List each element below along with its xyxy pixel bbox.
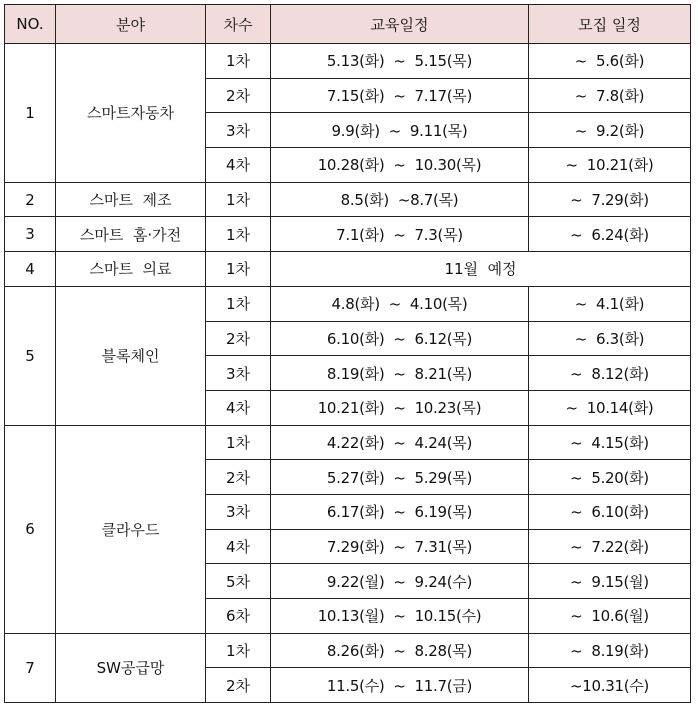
- cell-recruitment-schedule: ~ 5.20(화): [529, 460, 691, 495]
- cell-recruitment-schedule: ~ 4.15(화): [529, 425, 691, 460]
- cell-round: 1차: [206, 252, 271, 287]
- cell-schedule-note: 11월 예정: [271, 252, 691, 287]
- cell-round: 5차: [206, 564, 271, 599]
- table-body: [5, 44, 691, 703]
- cell-education-schedule: 7.1(화) ~ 7.3(목): [271, 217, 529, 252]
- cell-recruitment-schedule: ~ 9.15(월): [529, 564, 691, 599]
- cell-round: 4차: [206, 390, 271, 425]
- cell-field: 스마트 제조: [56, 182, 206, 217]
- cell-field: 스마트 의료: [56, 252, 206, 287]
- cell-round: 1차: [206, 286, 271, 321]
- cell-round: 1차: [206, 217, 271, 252]
- header-round: 차수: [206, 5, 271, 44]
- cell-recruitment-schedule: ~ 8.19(화): [529, 633, 691, 668]
- cell-no: 1: [5, 44, 56, 183]
- cell-no: 7: [5, 633, 56, 702]
- cell-round: 3차: [206, 113, 271, 148]
- cell-field: SW공급망: [56, 633, 206, 702]
- cell-recruitment-schedule: ~10.31(수): [529, 668, 691, 703]
- cell-education-schedule: 11.5(수) ~ 11.7(금): [271, 668, 529, 703]
- table-row: [5, 633, 691, 668]
- cell-no: 4: [5, 252, 56, 287]
- cell-recruitment-schedule: ~ 10.21(화): [529, 148, 691, 183]
- cell-education-schedule: 5.27(화) ~ 5.29(목): [271, 460, 529, 495]
- cell-field: 스마트 홈·가전: [56, 217, 206, 252]
- table-row: [5, 182, 691, 217]
- cell-field: 블록체인: [56, 286, 206, 425]
- cell-recruitment-schedule: ~ 9.2(화): [529, 113, 691, 148]
- cell-education-schedule: 5.13(화) ~ 5.15(목): [271, 44, 529, 79]
- cell-education-schedule: 10.28(화) ~ 10.30(목): [271, 148, 529, 183]
- cell-education-schedule: 4.8(화) ~ 4.10(목): [271, 286, 529, 321]
- table-row: [5, 286, 691, 321]
- table-row: [5, 44, 691, 79]
- cell-education-schedule: 8.19(화) ~ 8.21(목): [271, 356, 529, 391]
- cell-recruitment-schedule: ~ 8.12(화): [529, 356, 691, 391]
- header-row: [5, 5, 691, 44]
- cell-education-schedule: 10.21(화) ~ 10.23(목): [271, 390, 529, 425]
- cell-recruitment-schedule: ~ 7.29(화): [529, 182, 691, 217]
- cell-round: 3차: [206, 494, 271, 529]
- cell-recruitment-schedule: ~ 6.24(화): [529, 217, 691, 252]
- cell-field: 클라우드: [56, 425, 206, 633]
- cell-round: 6차: [206, 599, 271, 634]
- header-education-schedule: 교육일정: [271, 5, 529, 44]
- header-recruitment-schedule: 모집 일정: [529, 5, 691, 44]
- cell-no: 2: [5, 182, 56, 217]
- cell-round: 2차: [206, 321, 271, 356]
- cell-round: 4차: [206, 529, 271, 564]
- table-row: [5, 252, 691, 287]
- cell-education-schedule: 7.15(화) ~ 7.17(목): [271, 78, 529, 113]
- schedule-table: [4, 4, 691, 703]
- cell-round: 2차: [206, 78, 271, 113]
- cell-recruitment-schedule: ~ 4.1(화): [529, 286, 691, 321]
- cell-recruitment-schedule: ~ 6.10(화): [529, 494, 691, 529]
- table-row: [5, 217, 691, 252]
- cell-no: 3: [5, 217, 56, 252]
- cell-round: 1차: [206, 44, 271, 79]
- cell-no: 6: [5, 425, 56, 633]
- cell-no: 5: [5, 286, 56, 425]
- cell-round: 4차: [206, 148, 271, 183]
- cell-recruitment-schedule: ~ 10.6(월): [529, 599, 691, 634]
- cell-education-schedule: 10.13(월) ~ 10.15(수): [271, 599, 529, 634]
- header-field: 분야: [56, 5, 206, 44]
- cell-education-schedule: 9.9(화) ~ 9.11(목): [271, 113, 529, 148]
- header-no: NO.: [5, 5, 56, 44]
- cell-education-schedule: 6.10(화) ~ 6.12(목): [271, 321, 529, 356]
- cell-recruitment-schedule: ~ 5.6(화): [529, 44, 691, 79]
- cell-recruitment-schedule: ~ 7.8(화): [529, 78, 691, 113]
- cell-education-schedule: 7.29(화) ~ 7.31(목): [271, 529, 529, 564]
- cell-round: 1차: [206, 425, 271, 460]
- cell-education-schedule: 6.17(화) ~ 6.19(목): [271, 494, 529, 529]
- cell-education-schedule: 8.26(화) ~ 8.28(목): [271, 633, 529, 668]
- cell-round: 1차: [206, 182, 271, 217]
- cell-recruitment-schedule: ~ 7.22(화): [529, 529, 691, 564]
- cell-education-schedule: 4.22(화) ~ 4.24(목): [271, 425, 529, 460]
- cell-round: 2차: [206, 460, 271, 495]
- schedule-table-container: [4, 4, 691, 703]
- cell-education-schedule: 8.5(화) ~8.7(목): [271, 182, 529, 217]
- cell-field: 스마트자동차: [56, 44, 206, 183]
- cell-education-schedule: 9.22(월) ~ 9.24(수): [271, 564, 529, 599]
- cell-recruitment-schedule: ~ 6.3(화): [529, 321, 691, 356]
- cell-round: 1차: [206, 633, 271, 668]
- cell-recruitment-schedule: ~ 10.14(화): [529, 390, 691, 425]
- cell-round: 3차: [206, 356, 271, 391]
- cell-round: 2차: [206, 668, 271, 703]
- table-row: [5, 425, 691, 460]
